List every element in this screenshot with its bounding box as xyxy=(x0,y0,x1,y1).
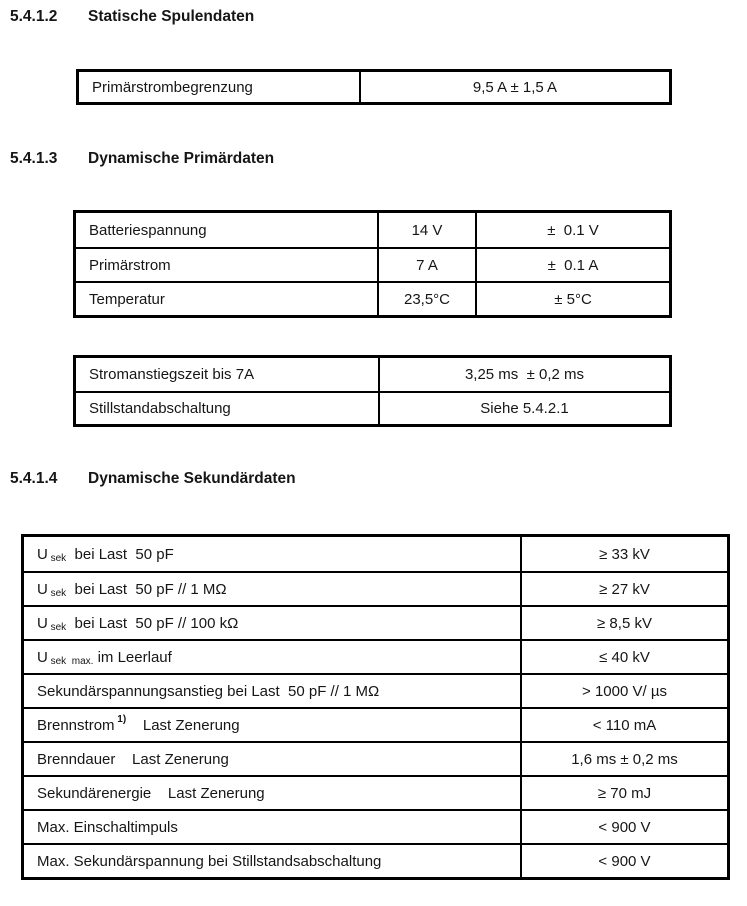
section-heading-static-spulendaten xyxy=(10,8,254,26)
param-value-cell: ≥ 33 kV xyxy=(520,537,727,571)
param-value-cell: Siehe 5.4.2.1 xyxy=(378,393,669,424)
section-number: 5.4.1.3 xyxy=(10,150,58,167)
param-value-cell: ≤ 40 kV xyxy=(520,641,727,673)
param-value-cell: < 110 mA xyxy=(520,709,727,741)
section-heading-dynamische-primaerdaten xyxy=(10,150,274,168)
table-row xyxy=(24,843,727,877)
param-label-cell: Primärstrombegrenzung xyxy=(92,78,253,96)
subscript: sek xyxy=(47,621,67,633)
param-value-cell: 3,25 ms ± 0,2 ms xyxy=(378,358,669,391)
section-title: Statische Spulendaten xyxy=(88,8,255,25)
param-label-cell: U sek bei Last 50 pF // 1 MΩ xyxy=(37,580,227,599)
table-row xyxy=(76,358,669,391)
param-value-cell: < 900 V xyxy=(520,811,727,843)
param-label-cell: Sekundärspannungsanstieg bei Last 50 pF // 1 MΩ xyxy=(37,682,380,700)
param-value-cell: > 1000 V/ µs xyxy=(520,675,727,707)
table-row xyxy=(76,247,669,281)
param-label-cell: Brenndauer Last Zenerung xyxy=(37,750,229,768)
param-value-cell: < 900 V xyxy=(520,845,727,877)
param-label-cell: Max. Einschaltimpuls xyxy=(37,818,178,836)
table-row xyxy=(24,639,727,673)
table-row xyxy=(76,213,669,247)
table-row xyxy=(24,673,727,707)
subscript: max. xyxy=(66,655,94,667)
subscript: sek xyxy=(47,655,67,667)
section-number: 5.4.1.4 xyxy=(10,470,58,487)
param-value-cell: 7 A xyxy=(377,249,475,281)
param-label-cell: U sek bei Last 50 pF // 100 kΩ xyxy=(37,614,239,633)
param-label-cell: Max. Sekundärspannung bei Stillstandsabschaltung xyxy=(37,852,382,870)
table-row xyxy=(24,809,727,843)
section-title: Dynamische Primärdaten xyxy=(88,150,275,167)
table-row xyxy=(76,281,669,315)
section-title: Dynamische Sekundärdaten xyxy=(88,470,296,487)
primary-dynamic-table xyxy=(73,355,672,427)
table-row xyxy=(24,571,727,605)
param-label-cell: U sek max. im Leerlauf xyxy=(37,648,172,667)
section-number: 5.4.1.2 xyxy=(10,8,58,25)
table-row xyxy=(76,391,669,424)
param-label-cell: Temperatur xyxy=(89,290,165,308)
param-label-cell: Sekundärenergie Last Zenerung xyxy=(37,784,265,802)
table-row xyxy=(79,72,669,102)
param-value-cell: ≥ 27 kV xyxy=(520,573,727,605)
param-tolerance-cell: ± 0.1 V xyxy=(475,213,669,247)
param-label-cell: Primärstrom xyxy=(89,256,171,274)
param-label-cell: U sek bei Last 50 pF xyxy=(37,545,174,564)
table-row xyxy=(24,707,727,741)
param-value-cell: ≥ 8,5 kV xyxy=(520,607,727,639)
secondary-dynamic-table xyxy=(21,534,730,880)
param-value-cell: 23,5°C xyxy=(377,283,475,315)
section-heading-dynamische-sekundaerdaten xyxy=(10,470,296,488)
param-label-cell: Batteriespannung xyxy=(89,221,207,239)
table-row xyxy=(24,775,727,809)
subscript: sek xyxy=(47,552,67,564)
table-row xyxy=(24,537,727,571)
param-label-cell: Stromanstiegszeit bis 7A xyxy=(89,366,255,383)
footnote-marker: 1) xyxy=(114,713,127,725)
param-tolerance-cell: ± 5°C xyxy=(475,283,669,315)
primary-conditions-table xyxy=(73,210,672,318)
table-row xyxy=(24,605,727,639)
param-value-cell: 9,5 A ± 1,5 A xyxy=(359,72,669,102)
param-value-cell: 1,6 ms ± 0,2 ms xyxy=(520,743,727,775)
param-value-cell: 14 V xyxy=(377,213,475,247)
param-value-cell: ≥ 70 mJ xyxy=(520,777,727,809)
param-label-cell: Brennstrom 1) Last Zenerung xyxy=(37,713,240,734)
param-tolerance-cell: ± 0.1 A xyxy=(475,249,669,281)
table-row xyxy=(24,741,727,775)
static-coil-data-table xyxy=(76,69,672,105)
param-label-cell: Stillstandabschaltung xyxy=(89,400,231,417)
subscript: sek xyxy=(47,587,67,599)
